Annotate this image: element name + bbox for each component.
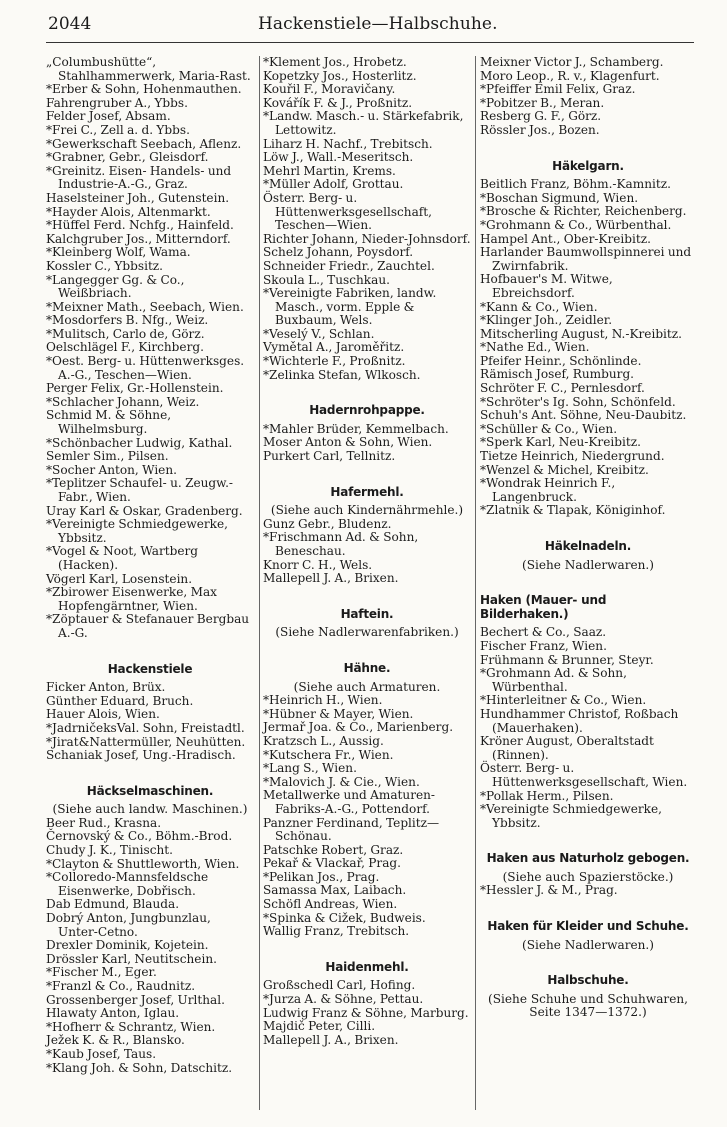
directory-entry: *Grohmann Ad. & Sohn, Würbenthal. [480,666,627,694]
directory-entry: *Zelinka Stefan, Wlkosch. [263,367,421,382]
directory-entry: Haselsteiner Joh., Gutenstein. [46,190,230,205]
directory-entry: Richter Johann, Nieder-Johnsdorf. [263,231,471,246]
directory-entry: *Jurza A. & Söhne, Pettau. [263,992,424,1007]
directory-entry: *Schlacher Johann, Weiz. [46,394,200,409]
directory-entry: *Hübner & Mayer, Wien. [263,706,414,721]
directory-entry: Kratzsch L., Aussig. [263,733,384,748]
directory-entry: Ficker Anton, Brüx. [46,680,166,695]
directory-entry: *Kaub Josef, Taus. [46,1046,157,1061]
directory-entry: *Pollak Herm., Pilsen. [480,788,614,803]
directory-entry: Löw J., Wall.-Meseritsch. [263,150,414,165]
directory-entry: *Malovich J. & Cie., Wien. [263,774,420,789]
directory-entry: Chudy J. K., Tinischt. [46,843,173,858]
directory-entry: Panzner Ferdinand, Teplitz—Schönau. [263,815,440,844]
section-note: (Siehe auch landw. Maschinen.) [52,802,248,817]
directory-entry: Pekař & Vlackař, Prag. [263,856,402,871]
directory-entry: *Frischmann Ad. & Sohn, Beneschau. [263,530,419,558]
directory-entry: *Hinterleitner & Co., Wien. [480,693,647,708]
directory-entry: Österr. Berg- u. Hüttenwerksgesellschaft, Teschen—Wien. [263,190,432,233]
directory-entry: *Müller Adolf, Grottau. [263,177,404,192]
directory-entry: *Greinitz. Eisen- Handels- und Industrie-A.-G., Graz. [46,163,232,192]
directory-entry: Skoula L., Tuschkau. [263,272,390,287]
directory-entry: *Schröter's Ig. Sohn, Schönfeld. [480,394,676,409]
directory-entry: Gunz Gebr., Bludenz. [263,516,392,531]
directory-entry: *Zlatnik & Tlapak, Königinhof. [480,503,666,518]
directory-entry: Mallepell J. A., Brixen. [263,571,399,586]
directory-entry: *Mosdorfers B. Nfg., Weiz. [46,313,209,328]
directory-entry: Vymětal A., Jaroměřitz. [263,340,405,355]
directory-entry: Österr. Berg- u. Hüttenwerksgesellschaft, Wien. [480,761,688,789]
directory-entry: *Hayder Alois, Altenmarkt. [46,204,211,219]
directory-entry: *Gewerkschaft Seebach, Aflenz. [46,136,242,151]
directory-entry: *Lang S., Wien. [263,761,357,776]
directory-entry: Hampel Ant., Ober-Kreibitz. [480,231,651,246]
section-heading: Hackenstiele [107,661,193,676]
directory-entry: Großschedl Carl, Hofing. [263,978,416,993]
directory-entry: Černovský & Co., Böhm.-Brod. [46,829,233,844]
section-note: (Siehe auch Spazierstöcke.) [502,869,674,884]
directory-entry: *Sperk Karl, Neu-Kreibitz. [480,435,641,450]
directory-entry: Hofbauer's M. Witwe, Ebreichsdorf. [480,272,613,300]
directory-entry: *Wondrak Heinrich F., Langenbruck. [480,476,616,504]
directory-entry: Dobrý Anton, Jungbunzlau, Unter-Cetno. [46,911,211,939]
directory-entry: *Brosche & Richter, Reichenberg. [480,204,687,219]
directory-entry: *Fischer M., Eger. [46,965,157,980]
directory-entry: Hlawaty Anton, Iglau. [46,1006,180,1021]
section-heading: Hähne. [343,660,391,675]
directory-entry: *Colloredo-Mannsfeldsche Eisenwerke, Dobřisch. [46,870,209,898]
directory-entry: *Clayton & Shuttleworth, Wien. [46,856,240,871]
directory-entry: *Kutschera Fr., Wien. [263,747,394,762]
directory-entry: Felder Josef, Absam. [46,109,171,124]
directory-entry: Schelz Johann, Poysdorf. [263,245,414,260]
directory-entry: *Klement Jos., Hrobetz. [263,55,407,69]
directory-entry: Rämisch Josef, Rumburg. [480,367,635,382]
directory-entry: *Boschan Sigmund, Wien. [480,190,639,205]
directory-entry: Vögerl Karl, Losenstein. [46,571,193,586]
directory-entry: *Hofherr & Schrantz, Wien. [46,1019,216,1034]
directory-entry: Resberg G. F., Görz. [480,109,602,124]
directory-entry: *JadrničeksVal. Sohn, Freistadtl. [46,720,245,735]
directory-entry: Kossler C., Ybbsitz. [46,258,164,273]
directory-entry: Purkert Carl, Tellnitz. [263,449,396,464]
column-2 [263,56,471,1047]
directory-entry: *Meixner Math., Seebach, Wien. [46,299,244,314]
directory-entry: *Nathe Ed., Wien. [480,340,590,355]
directory-entry: *Hessler J. & M., Prag. [480,883,618,898]
directory-entry: Bechert & Co., Saaz. [480,625,607,640]
section-heading: Haken für Kleider und Schuhe. [487,919,689,934]
directory-entry: Kouřil F., Moravičany. [263,82,396,97]
page-number: 2044 [48,14,92,34]
directory-entry: Kovářík F. & J., Proßnitz. [263,95,413,110]
section-heading: Häkelgarn. [552,158,624,173]
directory-entry: Mitscherling August, N.-Kreibitz. [480,326,683,341]
directory-entry: *Pelikan Jos., Prag. [263,869,380,884]
directory-entry: *Grohmann & Co., Würbenthal. [480,217,672,232]
directory-entry: *Zbirower Eisenwerke, Max Hopfengärntner, Wien. [46,585,217,613]
section-heading: Hafermehl. [330,484,404,499]
directory-entry: *Mahler Brüder, Kemmelbach. [263,421,449,436]
directory-entry: Mehrl Martin, Krems. [263,163,396,178]
directory-entry: *Socher Anton, Wien. [46,462,177,477]
directory-entry: *Hüffel Ferd. Nchfg., Hainfeld. [46,218,234,233]
column-divider [259,56,260,1110]
section-heading: Häckselmaschinen. [86,783,214,798]
section-note: (Siehe Nadlerwaren.) [521,557,654,572]
directory-entry: Schneider Friedr., Zauchtel. [263,258,435,273]
directory-entry: Moro Leop., R. v., Klagenfurt. [480,68,660,83]
directory-entry: *Vogel & Noot, Wartberg (Hacken). [46,544,199,572]
directory-entry: Schmid M. & Söhne, Wilhelmsburg. [46,408,172,437]
directory-entry: Moser Anton & Sohn, Wien. [263,435,433,450]
directory-entry: *Jirat&Nattermüller, Neuhütten. [46,734,246,749]
directory-entry: Jermař Joa. & Co., Marienberg. [263,720,454,735]
directory-entry: *Mulitsch, Carlo de, Görz. [46,326,205,341]
directory-entry: *Veselý V., Schlan. [263,326,375,341]
section-heading: Häkelnadeln. [544,539,632,553]
directory-entry: Liharz H. Nachf., Trebitsch. [263,136,433,151]
directory-entry: *Langegger Gg. & Co., Weißbriach. [46,272,185,301]
directory-entry: „Columbushütte“, Stahlhammerwerk, Maria-Rast. [46,55,251,83]
page-header [48,14,688,40]
section-heading: Haftein. [340,606,394,621]
directory-entry: Kopetzky Jos., Hosterlitz. [263,68,417,83]
directory-entry: Perger Felix, Gr.-Hollenstein. [46,381,224,396]
directory-entry: Majdič Peter, Cilli. [263,1019,376,1034]
section-heading: Hadernrohpappe. [309,403,425,418]
directory-entry: Dab Edmund, Blauda. [46,897,180,912]
column-1 [46,56,254,1075]
directory-entry: Wallig Franz, Trebitsch. [263,924,410,939]
column-divider [475,56,476,1110]
directory-entry: *Landw. Masch.- u. Stärkefabrik, Lettowitz. [263,109,464,137]
directory-entry: Rössler Jos., Bozen. [480,122,600,137]
directory-entry: *Wichterle F., Proßnitz. [263,354,406,369]
directory-entry: Fahrengruber A., Ybbs. [46,95,188,110]
directory-entry: *Frei C., Zell a. d. Ybbs. [46,122,190,137]
directory-entry: *Zöptauer & Stefanauer Bergbau A.-G. [46,612,250,640]
directory-entry: Samassa Max, Laibach. [263,883,407,898]
directory-entry: *Erber & Sohn, Hohenmauthen. [46,82,242,97]
directory-entry: Günther Eduard, Bruch. [46,693,194,708]
header-rule [46,42,694,43]
directory-entry: *Pfeiffer Emil Felix, Graz. [480,82,636,97]
directory-entry: *Grabner, Gebr., Gleisdorf. [46,150,209,165]
section-heading: Haken (Mauer- und Bilderhaken.) [480,593,607,621]
directory-entry: *Wenzel & Michel, Kreibitz. [480,462,649,477]
directory-entry: Patschke Robert, Graz. [263,842,404,857]
directory-entry: *Pobitzer B., Meran. [480,95,605,110]
directory-entry: Schuh's Ant. Söhne, Neu-Daubitz. [480,408,687,423]
directory-entry: Mallepell J. A., Brixen. [263,1032,399,1047]
directory-entry: *Vereinigte Schmiedgewerke, Ybbsitz. [480,802,662,830]
directory-entry: Semler Sim., Pilsen. [46,449,169,464]
directory-entry: Frühmann & Brunner, Steyr. [480,652,654,667]
directory-entry: *Heinrich H., Wien. [263,693,383,708]
directory-entry: Schröter F. C., Pernlesdorf. [480,381,645,396]
directory-entry: *Oest. Berg- u. Hüttenwerksges. A.-G., Teschen—Wien. [46,354,245,382]
column-3 [480,56,696,1020]
directory-entry: Beitlich Franz, Böhm.-Kamnitz. [480,177,671,192]
directory-entry: *Klang Joh. & Sohn, Datschitz. [46,1060,233,1075]
directory-entry: Tietze Heinrich, Niedergrund. [480,449,665,464]
directory-entry: Ludwig Franz & Söhne, Marburg. [263,1005,469,1020]
directory-entry: Fischer Franz, Wien. [480,638,607,653]
section-heading: Haken aus Naturholz gebogen. [486,851,690,866]
directory-entry: *Kann & Co., Wien. [480,299,598,314]
directory-entry: Oelschlägel F., Kirchberg. [46,340,204,355]
page-title: Hackenstiele—Halbschuhe. [258,14,498,34]
section-note: (Siehe Schuhe und Schuhwaren, Seite 1347—1372.) [488,991,688,1020]
section-note: (Siehe Nadlerwarenfabriken.) [275,625,459,640]
directory-entry: *Teplitzer Schaufel- u. Zeugw.-Fabr., Wien. [46,476,234,504]
directory-entry: *Spinka & Cižek, Budweis. [263,910,426,925]
section-note: (Siehe Nadlerwaren.) [521,937,654,952]
directory-entry: *Schönbacher Ludwig, Kathal. [46,435,233,450]
directory-entry: Drexler Dominik, Kojetein. [46,938,209,953]
section-heading: Halbschuhe. [547,973,629,988]
section-note: (Siehe auch Armaturen. [293,679,441,694]
directory-entry: Harlander Baumwollspinnerei und Zwirnfabrik. [480,245,692,273]
directory-entry: *Klinger Joh., Zeidler. [480,313,613,328]
directory-entry: Drössler Karl, Neutitschein. [46,951,217,966]
directory-entry: Beer Rud., Krasna. [46,815,162,830]
section-note: (Siehe auch Kindernährmehle.) [270,503,464,518]
directory-entry: Uray Karl & Oskar, Gradenberg. [46,503,243,518]
directory-entry: Knorr C. H., Wels. [263,557,373,572]
directory-entry: Kalchgruber Jos., Mitterndorf. [46,231,231,246]
directory-entry: Schöfl Andreas, Wien. [263,897,398,912]
directory-entry: Pfeifer Heinr., Schönlinde. [480,353,642,368]
directory-entry: Schaniak Josef, Ung.-Hradisch. [46,748,236,763]
directory-entry: *Franzl & Co., Raudnitz. [46,979,196,993]
directory-entry: *Kleinberg Wolf, Wama. [46,245,191,260]
directory-entry: Meixner Victor J., Schamberg. [480,55,664,69]
section-heading: Haidenmehl. [325,959,409,974]
directory-entry: Grossenberger Josef, Urlthal. [46,992,225,1007]
directory-entry: Metallwerke und Amaturen-Fabriks-A.-G., Pottendorf. [263,788,436,816]
directory-entry: *Schüller & Co., Wien. [480,421,618,436]
directory-entry: Hundhammer Christof, Roßbach (Mauerhaken). [480,706,679,735]
directory-entry: *Vereinigte Fabriken, landw. Masch., vorm. Epple & Buxbaum, Wels. [263,286,437,328]
directory-entry: Hauer Alois, Wien. [46,707,160,722]
directory-entry: Ježek K. & R., Blansko. [46,1033,185,1048]
directory-entry: *Vereinigte Schmiedgewerke, Ybbsitz. [46,517,228,545]
directory-entry: Kröner August, Oberaltstadt (Rinnen). [480,734,654,762]
